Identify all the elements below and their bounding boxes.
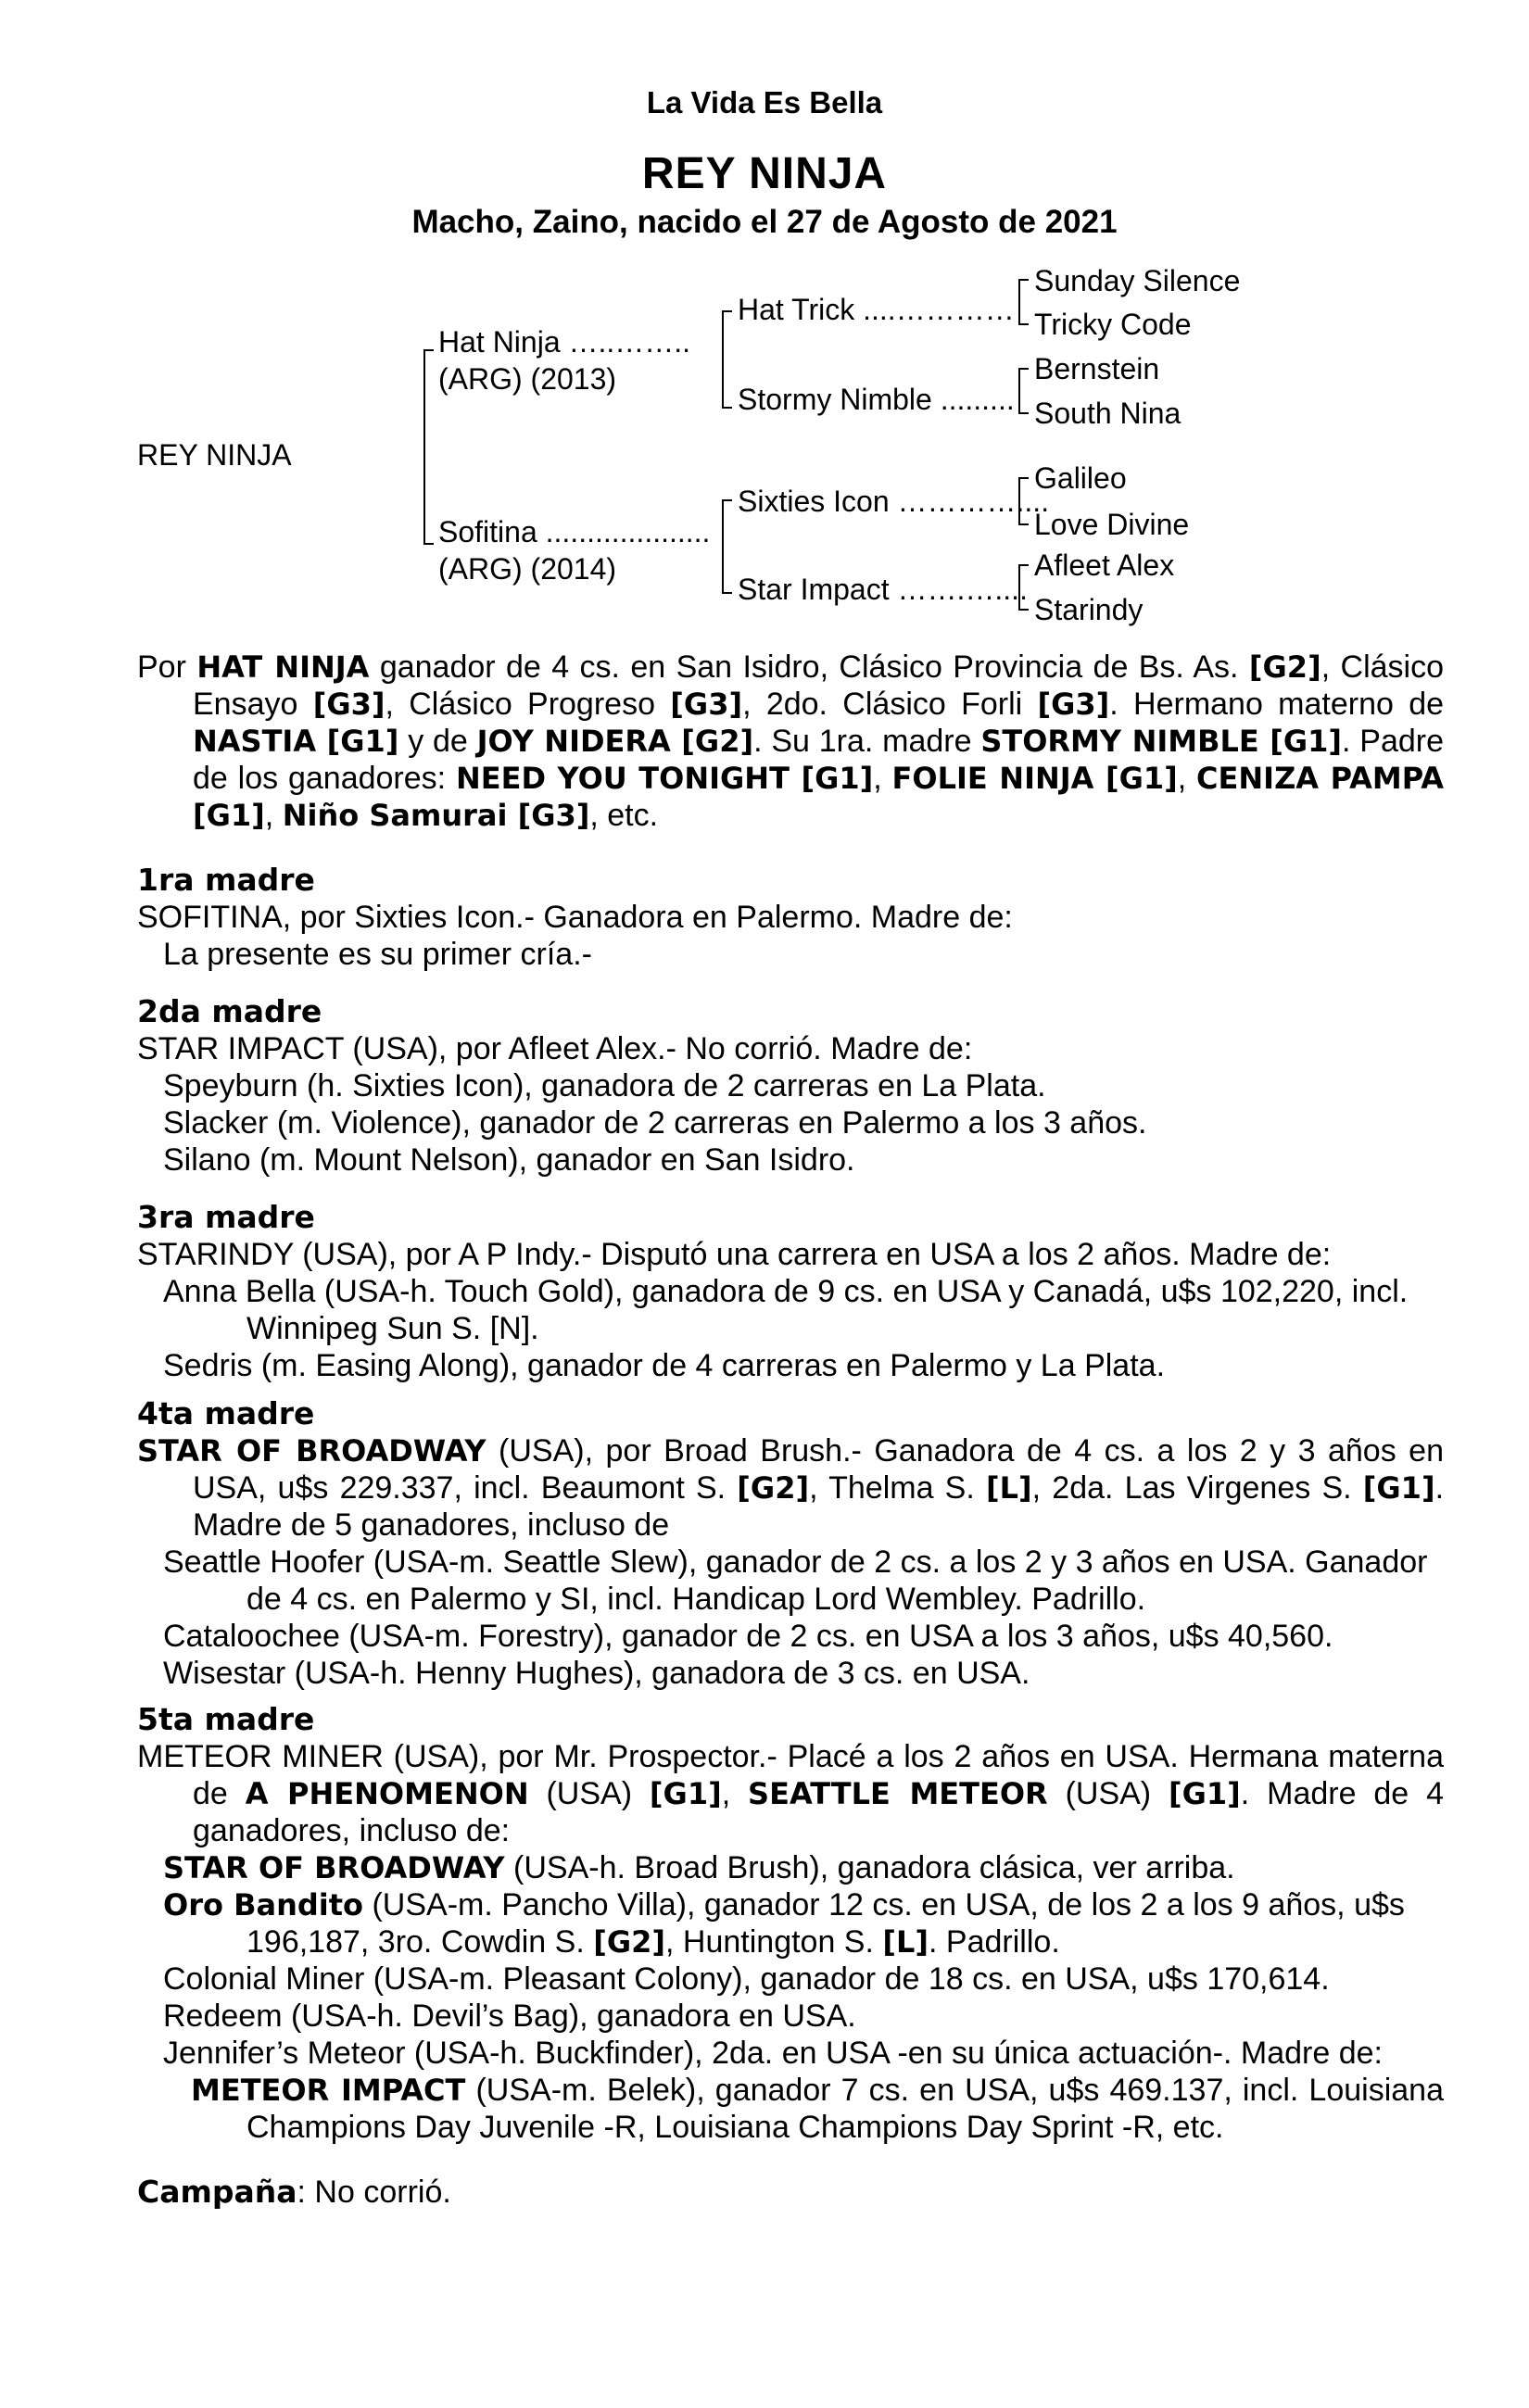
text: , 2da. Las Virgenes S. — [1031, 1470, 1363, 1506]
horse-bold: NASTIA [G1] — [193, 724, 399, 759]
pedigree-gg-5: Galileo — [1034, 461, 1127, 495]
farm-name: La Vida Es Bella — [646, 85, 883, 120]
horse-bold: SEATTLE METEOR — [748, 1776, 1048, 1811]
sire-origin: (ARG) (2013) — [438, 362, 617, 396]
text: . Madre de 4 ganadores, incluso de: — [193, 1776, 1444, 1848]
dam4-offspring: Wisestar (USA-h. Henny Hughes), ganadora de 3 cs. en USA. — [163, 1656, 1030, 1691]
pedigree-gg-1: Sunday Silence — [1034, 264, 1241, 297]
pedigree-text — [137, 649, 1444, 2211]
sire-name: Hat Ninja — [438, 325, 561, 359]
text: , Clásico Progreso — [385, 687, 671, 722]
dam2-offspring: Slacker (m. Violence), ganador de 2 carreras en Palermo a los 3 años. — [163, 1105, 1147, 1141]
dam-origin: (ARG) (2014) — [438, 552, 617, 586]
dam3-heading: 3ra madre — [137, 1199, 315, 1235]
spacer — [137, 2146, 1444, 2174]
text: METEOR MINER (USA), por Mr. Prospector.- Placé a los 2 años en USA. Hermana materna de — [137, 1739, 1444, 1811]
dam4-offspring: Cataloochee (USA-m. Forestry), ganador de 2 cs. en USA a los 3 años, u$s 40,560. — [163, 1619, 1333, 1654]
text: Por — [137, 649, 197, 685]
dam5-heading: 5ta madre — [137, 1701, 315, 1737]
horse-bold: STORMY NIMBLE [G1] — [980, 724, 1343, 759]
grade: [G2] — [593, 1924, 666, 1960]
sire-sire-name: Hat Trick — [738, 293, 855, 326]
campaign-value: No corrió. — [305, 2175, 451, 2210]
pedigree-dam — [438, 514, 710, 549]
horse-name-title: REY NINJA — [641, 149, 888, 198]
campaign — [137, 2174, 1444, 2211]
text: (USA), por Broad Brush.- Ganadora de 4 cs. a los 2 y 3 años en USA, u$s 229.337, incl. Beaumont S. — [193, 1433, 1444, 1506]
dam-sire-name: Sixties Icon — [738, 485, 890, 518]
grade: [G2] — [1248, 649, 1321, 685]
pedigree-sire — [438, 324, 690, 359]
pedigree-gg-6: Love Divine — [1034, 508, 1190, 541]
pedigree-gg-4: South Nina — [1034, 397, 1182, 430]
dam5-offspring: Jennifer’s Meteor (USA-h. Buckfinder), 2da. en USA -en su única actuación-. Madre de: — [163, 2036, 1383, 2071]
text: , — [721, 1776, 749, 1811]
sire-dam-name: Stormy Nimble — [738, 383, 932, 416]
pedigree-sire-dam — [738, 382, 1015, 417]
horse-bold: JOY NIDERA [G2] — [476, 724, 754, 759]
dam5-line — [137, 1738, 1444, 1849]
grade: [G1] — [1362, 1470, 1435, 1506]
dam2-offspring: Speyburn (h. Sixties Icon), ganadora de 2 carreras en La Plata. — [163, 1068, 1046, 1103]
sire-paragraph — [137, 649, 1444, 834]
text: (USA-m. Pancho Villa), ganador 12 cs. en USA, de los 2 a los 9 años, u$s 196,187, 3ro. Cowdin S. — [246, 1887, 1405, 1960]
horse-bold: A PHENOMENON — [245, 1776, 529, 1811]
text: , Clásico Ensayo — [193, 649, 1445, 722]
text: , — [1177, 761, 1197, 796]
horse-bold: FOLIE NINJA [G1] — [891, 761, 1178, 796]
horse-bold: Oro Bandito — [163, 1887, 364, 1923]
grade: [G3] — [1037, 687, 1110, 722]
text: , etc. — [589, 798, 659, 833]
dam2-offspring: Silano (m. Mount Nelson), ganador en San Isidro. — [163, 1142, 855, 1178]
text: , Huntington S. — [665, 1924, 883, 1960]
dam5-grand-offspring — [137, 2072, 1444, 2146]
dam1-heading: 1ra madre — [137, 862, 315, 898]
text: , — [264, 798, 283, 833]
dam-sire-dots: ………….... — [897, 485, 1050, 518]
dam-dam-name: Star Impact — [738, 573, 890, 606]
pedigree-gg-3: Bernstein — [1034, 352, 1160, 385]
sire-dam-dots: ......... — [940, 383, 1015, 416]
pedigree-subject: REY NINJA — [137, 438, 292, 472]
horse-bold: STAR OF BROADWAY — [137, 1433, 486, 1469]
pedigree-gg-7: Afleet Alex — [1034, 548, 1175, 582]
dam1-offspring: La presente es su primer cría.- — [163, 937, 592, 972]
dam4-heading: 4ta madre — [137, 1395, 315, 1431]
text: . Su 1ra. madre — [753, 724, 981, 759]
text: ganador de 4 cs. en San Isidro, Clásico Provincia de Bs. As. — [369, 649, 1249, 685]
grade: [L] — [986, 1470, 1032, 1506]
dam5-offspring — [137, 1849, 1444, 1886]
dam4-offspring: Seattle Hoofer (USA-m. Seattle Slew), ganador de 2 cs. a los 2 y 3 años en USA. Ganador de 4 cs. en Palermo y SI, incl. Handicap Lord Wembley. Padrillo. — [163, 1544, 1428, 1617]
text: . Madre de 5 ganadores, incluso de — [193, 1470, 1445, 1543]
dam5-offspring — [137, 1886, 1444, 1960]
pedigree-chart — [0, 264, 1529, 639]
pedigree-dam-dam — [738, 572, 1028, 607]
dam-leader-dots: .................... — [545, 515, 711, 548]
campaign-label: Campaña — [137, 2174, 297, 2210]
pedigree-sire-sire — [738, 292, 1015, 327]
text: . Padre de los ganadores: — [193, 724, 1445, 796]
dam5-offspring: Redeem (USA-h. Devil’s Bag), ganadora en USA. — [163, 1998, 856, 2034]
text: . Padrillo. — [929, 1924, 1060, 1960]
grade: [G3] — [312, 687, 385, 722]
text: , 2do. Clásico Forli — [742, 687, 1038, 722]
dam-name: Sofitina — [438, 515, 537, 548]
horse-bold: STAR OF BROADWAY — [163, 1850, 505, 1885]
dam5-offspring: Colonial Miner (USA-m. Pleasant Colony), ganador de 18 cs. en USA, u$s 170,614. — [163, 1961, 1330, 1997]
text: (USA-h. Broad Brush), ganadora clásica, ver arriba. — [504, 1850, 1235, 1885]
grade: [G3] — [670, 687, 743, 722]
text: (USA) — [528, 1776, 650, 1811]
dam1-line: SOFITINA, por Sixties Icon.- Ganadora en Palermo. Madre de: — [137, 900, 1013, 935]
text: . Hermano materno de — [1109, 687, 1445, 722]
dam3-offspring: Sedris (m. Easing Along), ganador de 4 carreras en Palermo y La Plata. — [163, 1348, 1166, 1383]
campaign-sep: : — [297, 2175, 306, 2210]
dam3-offspring: Anna Bella (USA-h. Touch Gold), ganadora de 9 cs. en USA y Canadá, u$s 102,220, incl. Winnipeg Sun S. [N]. — [163, 1274, 1409, 1346]
dam2-line: STAR IMPACT (USA), por Afleet Alex.- No corrió. Madre de: — [137, 1031, 973, 1066]
grade: [L] — [882, 1924, 929, 1960]
dam-dam-dots: …….….... — [897, 573, 1028, 606]
grade: [G1] — [649, 1776, 722, 1811]
text: y de — [398, 724, 477, 759]
pedigree-gg-8: Starindy — [1034, 593, 1144, 626]
grade: [G2] — [737, 1470, 810, 1506]
text: , — [873, 761, 892, 796]
text: (USA) — [1047, 1776, 1169, 1811]
horse-bold: Niño Samurai [G3] — [282, 798, 590, 833]
dam4-line — [137, 1432, 1444, 1544]
dam2-heading: 2da madre — [137, 993, 322, 1029]
text: , Thelma S. — [809, 1470, 986, 1506]
horse-bold: CENIZA PAMPA [G1] — [193, 761, 1444, 833]
pedigree-gg-2: Tricky Code — [1034, 308, 1192, 341]
text: (USA-m. Belek), ganador 7 cs. en USA, u$s 469.137, incl. Louisiana Champions Day Juvenile -R, Louisiana Champions Day Sprint -R, etc. — [246, 2073, 1444, 2145]
sire-bold: HAT NINJA — [196, 649, 370, 685]
horse-bold: METEOR IMPACT — [191, 2073, 466, 2108]
pedigree-dam-sire — [738, 484, 1049, 519]
sire-sire-dots: ....………… — [863, 293, 1015, 326]
horse-bold: NEED YOU TONIGHT [G1] — [455, 761, 874, 796]
sire-leader-dots: …..…….. — [568, 325, 691, 359]
dam3-line: STARINDY (USA), por A P Indy.- Disputó una carrera en USA a los 2 años. Madre de: — [137, 1237, 1332, 1272]
grade: [G1] — [1169, 1776, 1241, 1811]
horse-description: Macho, Zaino, nacido el 27 de Agosto de 2021 — [411, 204, 1118, 240]
